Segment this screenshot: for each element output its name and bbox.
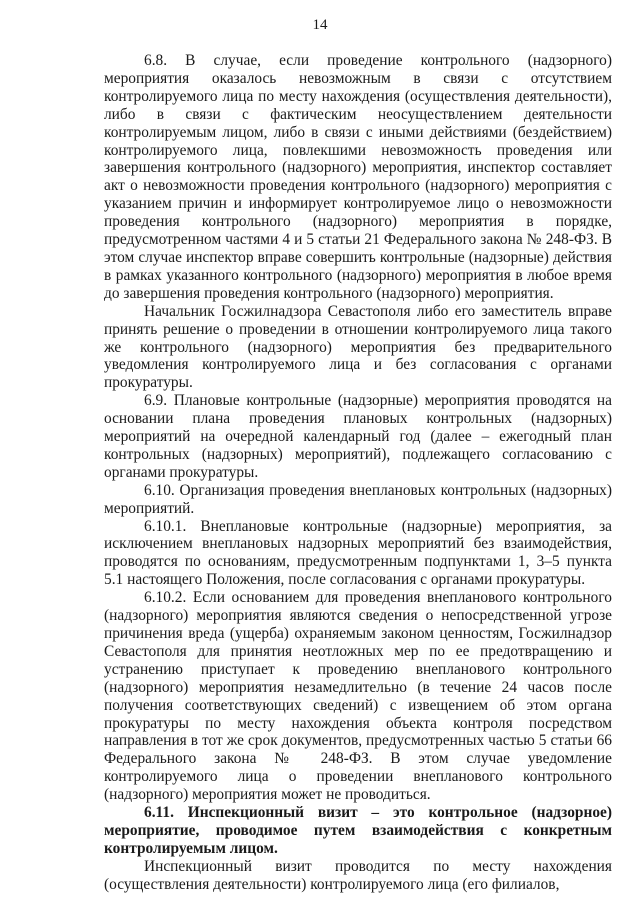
paragraph-6-9: 6.9. Плановые контрольные (надзорные) мероприятия проводятся на основании плана проведения плановых контрольных (надзорных) мероприятий на очередной календарный год (далее – ежегодный план контрольных (надзорных) мероприятий), подлежащего согласованию с органами прокуратуры. [104, 392, 612, 481]
paragraph-head-rights: Начальник Госжилнадзора Севастополя либо его заместитель вправе принять решение о проведении в отношении контролируемого лица такого же контрольного (надзорного) мероприятия без предварительного уведомления контролируемого лица и без согласования с органами прокуратуры. [104, 302, 612, 392]
paragraph-6-8: 6.8. В случае, если проведение контрольного (надзорного) мероприятия оказалось невозможным в связи с отсутствием контролируемого лица по месту нахождения (осуществления деятельности), либо в связи с фактическим неосуществлением деятельности контролируемым лицом, либо в связи с иными действиями (бездействием) контролируемого лица, повлекшими невозможность проведения или завершения контрольного (надзорного) мероприятия, инспектор составляет акт о невозможности проведения контрольного (надзорного) мероприятия с указанием причин и информирует контролируемое лицо о невозможности проведения контрольного (надзорного) мероприятия в порядке, предусмотренном частями 4 и 5 статьи 21 Федерального закона № 248-ФЗ. В этом случае инспектор вправе совершить контрольные (надзорные) действия в рамках указанного контрольного (надзорного) мероприятия в любое время до завершения проведения контрольного (надзорного) мероприятия. [104, 52, 612, 302]
paragraph-6-10-2: 6.10.2. Если основанием для проведения внепланового контрольного (надзорного) мероприятия являются сведения о непосредственной угрозе причинения вреда (ущерба) охраняемым законом ценностям, Госжилнадзор Севастополя для принятия неотложных мер по ее предотвращению и устранению приступает к проведению внепланового контрольного (надзорного) мероприятия незамедлительно (в течение 24 часов после получения соответствующих сведений) с извещением об этом органа прокуратуры по месту нахождения объекта контроля посредством направления в тот же срок документов, предусмотренных частью 5 статьи 66 Федерального закона № 248-ФЗ. В этом случае уведомление контролируемого лица о проведении внепланового контрольного (надзорного) мероприятия может не проводиться. [104, 589, 612, 804]
paragraph-6-10-1: 6.10.1. Внеплановые контрольные (надзорные) мероприятия, за исключением внеплановых надзорных мероприятий без взаимодействия, проводятся по основаниям, предусмотренным подпунктами 1, 3–5 пункта 5.1 настоящего Положения, после согласования с органами прокуратуры. [104, 517, 612, 589]
page-number: 14 [312, 17, 328, 33]
paragraph-6-10: 6.10. Организация проведения внеплановых контрольных (надзорных) мероприятий. [104, 481, 612, 517]
paragraph-inspection-visit: Инспекционный визит проводится по месту нахождения (осуществления деятельности) контролируемого лица (его филиалов, [104, 857, 612, 893]
paragraph-6-11: 6.11. Инспекционный визит – это контрольное (надзорное) мероприятие, проводимое путем взаимодействия с конкретным контролируемым лицом. [104, 804, 612, 857]
document-body [104, 52, 612, 894]
